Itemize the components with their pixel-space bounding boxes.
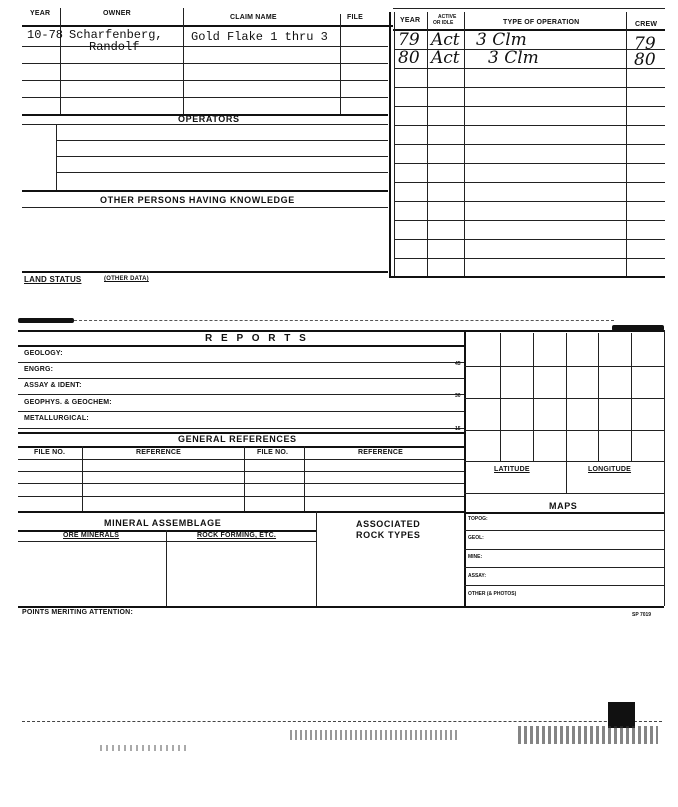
mineral-col-divider <box>166 530 167 606</box>
header-crew: CREW <box>635 21 658 28</box>
activity-operation-1: 3 Clm <box>476 30 527 50</box>
entry-claim: Gold Flake 1 thru 3 <box>191 30 328 44</box>
num-45: 45 <box>455 361 461 367</box>
topog-label: TOPOG: <box>468 516 488 522</box>
row-rule <box>18 541 316 542</box>
row-rule <box>22 46 388 47</box>
row-rule <box>18 345 464 347</box>
assay-label: ASSAY & IDENT: <box>24 382 82 389</box>
scan-noise-2 <box>518 726 658 744</box>
reports-top-rule <box>18 330 664 332</box>
rock-forming-label: ROCK FORMING, ETC. <box>197 532 277 539</box>
grid-col <box>566 333 567 493</box>
maps-left-border <box>464 330 466 606</box>
activity-status-2: Act <box>431 48 460 68</box>
file-no-1: FILE NO. <box>34 449 66 456</box>
grid-col <box>631 333 632 461</box>
scan-noise-3 <box>100 745 190 751</box>
associated-line1: ASSOCIATED <box>356 519 421 529</box>
row-rule <box>394 106 665 107</box>
row-rule <box>389 276 665 278</box>
geology-label: GEOLOGY: <box>24 350 63 357</box>
row-rule <box>56 156 388 157</box>
row-rule <box>394 239 665 240</box>
points-meriting-label: POINTS MERITING ATTENTION: <box>22 609 133 616</box>
col-divider-claim <box>340 14 341 115</box>
scan-noise-1 <box>290 730 460 740</box>
grid-row <box>464 493 664 494</box>
mineral-assemblage-heading: MINERAL ASSEMBLAGE <box>104 518 222 528</box>
num-30: 30 <box>455 393 461 399</box>
activity-status-1: Act <box>431 30 460 50</box>
entry-owner-line1: Scharfenberg, <box>69 28 163 42</box>
row-rule <box>18 511 464 513</box>
reports-heading: R E P O R T S <box>205 333 309 344</box>
operators-heading: OPERATORS <box>178 114 240 124</box>
row-rule <box>18 428 464 429</box>
mineral-col-divider <box>316 511 317 606</box>
row-rule <box>394 201 665 202</box>
row-rule <box>394 87 665 88</box>
header-owner: OWNER <box>103 10 131 17</box>
header-type-of-operation: TYPE OF OPERATION <box>503 19 580 26</box>
row-rule <box>18 496 464 497</box>
grid-row <box>464 398 664 399</box>
row-rule <box>394 182 665 183</box>
row-rule <box>18 362 464 363</box>
row-rule <box>18 483 464 484</box>
grid-row <box>464 430 664 431</box>
row-rule <box>18 378 464 379</box>
header-top-rule-right <box>393 8 665 9</box>
ref-col-divider <box>244 446 245 511</box>
mine-label: MINE: <box>468 554 483 560</box>
ref-col-divider <box>82 446 83 511</box>
activity-crew-2: 80 <box>634 50 656 70</box>
header-active: ACTIVE <box>438 14 457 20</box>
row-rule <box>394 220 665 221</box>
header-rule-left <box>22 25 393 27</box>
row-rule <box>394 258 665 259</box>
row-rule <box>18 411 464 412</box>
grid-row <box>464 461 664 462</box>
header-claim-name: CLAIM NAME <box>230 14 277 21</box>
header-file: FILE <box>347 14 363 21</box>
activity-crew-1: 79 <box>634 34 656 54</box>
row-rule <box>18 459 464 460</box>
scan-mark-left <box>18 318 74 323</box>
grid-row <box>18 606 664 608</box>
row-rule <box>56 172 388 173</box>
ref-col-divider <box>304 446 305 511</box>
col-divider-year <box>60 8 61 115</box>
row-rule <box>18 394 464 395</box>
num-15: 15 <box>455 426 461 432</box>
row-rule <box>22 63 388 64</box>
grid-col <box>533 333 534 461</box>
row-rule <box>394 125 665 126</box>
engrg-label: ENGRG: <box>24 366 54 373</box>
grid-col <box>500 333 501 461</box>
row-rule <box>22 124 388 125</box>
col-divider-owner <box>183 8 184 115</box>
activity-year-1: 79 <box>398 30 420 50</box>
grid-col <box>664 330 665 606</box>
operators-divider <box>56 124 57 190</box>
activity-year-2: 80 <box>398 48 420 68</box>
grid-row <box>464 567 664 568</box>
cut-line <box>74 320 614 321</box>
form-number: SP 7019 <box>632 612 652 618</box>
row-rule <box>394 144 665 145</box>
latitude-label: LATITUDE <box>494 466 530 473</box>
maps-heading: MAPS <box>549 501 578 511</box>
bottom-cut-line <box>22 721 662 722</box>
scan-black-square <box>608 702 635 728</box>
header-year-2: YEAR <box>400 17 421 24</box>
header-year: YEAR <box>30 10 51 17</box>
grid-row <box>464 549 664 550</box>
row-rule <box>394 163 665 164</box>
general-refs-heading: GENERAL REFERENCES <box>178 434 297 444</box>
geophys-label: GEOPHYS. & GEOCHEM: <box>24 399 112 406</box>
row-rule <box>56 140 388 141</box>
entry-owner-line2: Randolf <box>89 40 140 54</box>
grid-row <box>464 585 664 586</box>
other-persons-heading: OTHER PERSONS HAVING KNOWLEDGE <box>100 195 295 205</box>
row-rule <box>22 271 388 273</box>
entry-date: 10-78 <box>27 28 64 42</box>
ore-minerals-label: ORE MINERALS <box>63 532 120 539</box>
land-status-heading: LAND STATUS <box>24 275 82 284</box>
row-rule <box>22 80 388 81</box>
grid-row <box>464 512 664 514</box>
row-rule <box>22 207 388 208</box>
row-rule <box>22 97 388 98</box>
grid-col <box>598 333 599 461</box>
file-no-2: FILE NO. <box>257 449 289 456</box>
longitude-label: LONGITUDE <box>588 466 632 473</box>
row-rule <box>22 190 388 192</box>
header-or-idle: OR IDLE <box>433 20 454 26</box>
reference-1: REFERENCE <box>136 449 181 456</box>
assay-map-label: ASSAY: <box>468 573 487 579</box>
reference-2: REFERENCE <box>358 449 403 456</box>
row-rule <box>18 446 464 448</box>
other-photos-label: OTHER (& PHOTOS) <box>468 591 517 597</box>
grid-row <box>464 530 664 531</box>
land-status-sub: (OTHER DATA) <box>104 276 149 282</box>
row-rule <box>394 68 665 69</box>
grid-row <box>464 366 664 367</box>
metallurgical-label: METALLURGICAL: <box>24 415 89 422</box>
geol-label: GEOL: <box>468 535 484 541</box>
col-divider-main <box>389 12 391 277</box>
activity-operation-2: 3 Clm <box>488 48 539 68</box>
associated-line2: ROCK TYPES <box>356 530 421 540</box>
row-rule <box>18 471 464 472</box>
